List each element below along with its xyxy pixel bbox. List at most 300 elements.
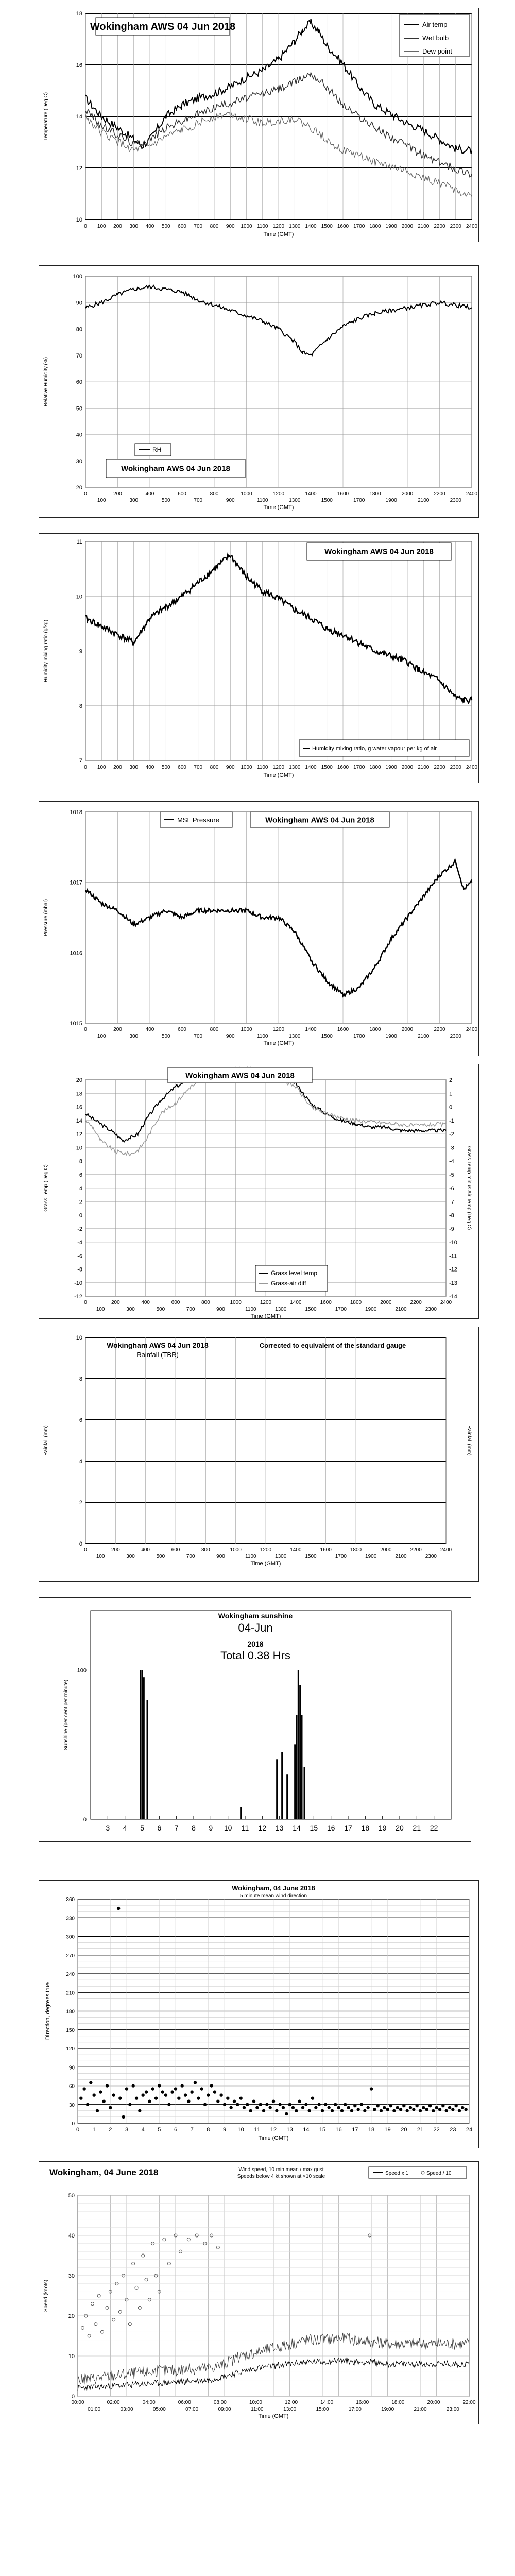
y-tick-label: 30 <box>68 2273 75 2279</box>
y-axis-label: Rainfall (mm) <box>43 1425 49 1456</box>
y-tick-label: -12 <box>74 1294 82 1300</box>
wind-direction-point <box>435 2106 438 2109</box>
wind-direction-point <box>383 2106 386 2109</box>
y-axis-label: Pressure (mbar) <box>43 899 49 937</box>
x-tick-label: 1100 <box>245 1307 256 1312</box>
wind-direction-point <box>396 2106 399 2109</box>
y-axis-label: Temperature (Deg C) <box>43 92 49 141</box>
x-tick-label: 09:00 <box>218 2406 231 2412</box>
wind-direction-point <box>288 2103 291 2106</box>
x-tick-label: 2300 <box>450 224 461 229</box>
y-tick-label: 2 <box>79 1199 82 1206</box>
x-tick-label: 1700 <box>353 498 365 503</box>
wind-direction-point <box>106 2084 109 2087</box>
x-tick-label: 2200 <box>434 491 445 497</box>
x-tick-label: 100 <box>97 498 106 503</box>
x-tick-label: 1300 <box>289 498 301 503</box>
wind-direction-point <box>454 2104 457 2107</box>
x-tick-label: 1600 <box>320 1547 332 1553</box>
x-tick-label: 1400 <box>305 224 317 229</box>
x-tick-label: 2300 <box>450 765 461 770</box>
x-tick-label: 12:00 <box>285 2400 298 2405</box>
x-tick-label: 17 <box>344 1824 352 1832</box>
wind-direction-point <box>405 2109 408 2112</box>
y-tick-label: 100 <box>73 274 82 280</box>
x-tick-label: 1400 <box>290 1300 302 1306</box>
y-tick-label: 0 <box>83 1817 87 1823</box>
x-tick-label: 1900 <box>385 498 397 503</box>
x-tick-label: 1800 <box>369 765 381 770</box>
x-tick-label: 500 <box>161 1033 170 1039</box>
y2-tick-label: -8 <box>449 1212 454 1219</box>
wind-direction-point <box>259 2103 262 2106</box>
x-tick-label: 700 <box>194 224 203 229</box>
y-tick-label: 100 <box>77 1667 87 1674</box>
x-tick-label: 2000 <box>401 1027 414 1032</box>
wind-direction-point <box>96 2109 99 2112</box>
y-tick-label: 6 <box>79 1417 82 1423</box>
panel-pressure <box>39 801 479 1056</box>
x-tick-label: 13 <box>275 1824 284 1832</box>
wind-direction-point <box>409 2106 412 2109</box>
y-tick-label: 2 <box>79 1500 82 1506</box>
wind-direction-point <box>331 2109 334 2112</box>
chart-temperature <box>39 8 478 242</box>
wind-direction-point <box>161 2090 164 2093</box>
wind-direction-point <box>344 2103 347 2106</box>
wind-direction-point <box>213 2090 216 2093</box>
wind-direction-point <box>233 2100 236 2103</box>
x-tick-label: 16 <box>327 1824 335 1832</box>
y-tick-label: 90 <box>68 2065 75 2071</box>
x-tick-label: 0 <box>84 1547 87 1553</box>
wind-direction-point <box>92 2093 95 2096</box>
wind-direction-point <box>246 2103 249 2106</box>
x-tick-label: 02:00 <box>107 2400 120 2405</box>
x-tick-label: 0 <box>84 224 87 229</box>
x-tick-label: 03:00 <box>120 2406 133 2412</box>
x-tick-label: 20 <box>396 1824 404 1832</box>
x-tick-label: 300 <box>129 1033 139 1039</box>
sunshine-spike <box>304 1767 305 1819</box>
x-tick-label: 22 <box>433 2127 440 2133</box>
chart-sunshine <box>39 1598 471 1841</box>
x-tick-label: 1900 <box>385 224 397 229</box>
y2-tick-label: -6 <box>449 1185 454 1192</box>
chart-rainfall <box>39 1327 478 1581</box>
chart-title: Wokingham AWS 04 Jun 2018 <box>324 547 434 556</box>
chart-wind-speed <box>39 2162 478 2424</box>
y2-tick-label: -2 <box>449 1131 454 1138</box>
wind-direction-point <box>99 2090 102 2093</box>
y2-tick-label: -4 <box>449 1158 454 1165</box>
wind-direction-point <box>207 2093 210 2096</box>
x-tick-label: 13 <box>286 2127 293 2133</box>
x-tick-label: 17:00 <box>348 2406 362 2412</box>
x-tick-label: 1500 <box>321 224 333 229</box>
y2-tick-label: 1 <box>449 1091 453 1097</box>
x-tick-label: 600 <box>171 1547 180 1553</box>
x-tick-label: 20 <box>401 2127 407 2133</box>
x-tick-label: 18:00 <box>391 2400 405 2405</box>
chart-relative-humidity <box>39 266 478 517</box>
panel-mixing-ratio <box>39 533 479 783</box>
x-tick-label: 100 <box>97 765 106 770</box>
x-tick-label: 100 <box>96 1554 105 1560</box>
sunshine-spike <box>142 1670 143 1819</box>
wind-direction-point <box>428 2104 432 2107</box>
x-tick-label: 2000 <box>401 765 414 770</box>
wind-direction-point <box>82 2087 85 2090</box>
x-tick-label: 400 <box>141 1547 150 1553</box>
wind-direction-point <box>324 2103 327 2106</box>
x-tick-label: 23:00 <box>446 2406 459 2412</box>
sunshine-spike <box>276 1759 278 1819</box>
x-tick-label: 2300 <box>425 1307 437 1312</box>
chart-title: Wokingham sunshine <box>218 1612 293 1620</box>
wind-direction-point <box>334 2103 337 2106</box>
x-tick-label: 200 <box>113 1027 122 1032</box>
x-tick-label: 1200 <box>260 1300 272 1306</box>
y-tick-label: 9 <box>79 648 82 655</box>
sunshine-spike <box>240 1807 242 1819</box>
chart-mixing-ratio <box>39 534 478 783</box>
x-tick-label: 1300 <box>289 765 301 770</box>
panel-temperature <box>39 8 479 242</box>
x-tick-label: 1900 <box>385 1033 397 1039</box>
x-tick-label: 700 <box>194 1033 203 1039</box>
x-tick-label: 1200 <box>260 1547 272 1553</box>
x-tick-label: 2000 <box>401 491 414 497</box>
x-tick-label: 400 <box>141 1300 150 1306</box>
wind-direction-point <box>219 2093 222 2096</box>
wind-direction-point <box>376 2104 379 2107</box>
wind-direction-point <box>370 2087 373 2090</box>
x-tick-label: 100 <box>97 1033 106 1039</box>
wind-direction-point <box>177 2096 180 2099</box>
panel-grass <box>39 1064 479 1319</box>
wind-direction-point <box>438 2108 441 2111</box>
x-tick-label: 100 <box>96 1307 105 1312</box>
sunshine-spike <box>294 1744 296 1819</box>
x-tick-label: 1000 <box>241 224 252 229</box>
wind-direction-point <box>145 2090 148 2093</box>
y-tick-label: 11 <box>76 539 82 545</box>
y2-tick-label: -3 <box>449 1145 454 1151</box>
x-tick-label: 1700 <box>353 1033 365 1039</box>
wind-direction-point <box>122 2115 125 2119</box>
wind-direction-point <box>190 2090 193 2093</box>
y-tick-label: 50 <box>68 2193 75 2199</box>
wind-direction-point <box>243 2106 246 2109</box>
y-tick-label: 0 <box>71 2394 75 2400</box>
wind-direction-point <box>444 2109 448 2112</box>
x-tick-label: 200 <box>111 1300 120 1306</box>
panel-humidity <box>39 265 479 518</box>
wind-direction-point <box>79 2096 82 2099</box>
x-tick-label: 1700 <box>335 1307 347 1312</box>
x-tick-label: 2100 <box>418 224 430 229</box>
x-tick-label: 19:00 <box>381 2406 394 2412</box>
y-tick-label: 270 <box>66 1953 75 1959</box>
x-tick-label: 14:00 <box>320 2400 334 2405</box>
y-tick-label: 30 <box>68 2102 75 2108</box>
x-tick-label: 2300 <box>450 1033 461 1039</box>
wind-direction-point <box>285 2112 288 2115</box>
legend-box <box>369 2167 467 2178</box>
x-tick-label: 01:00 <box>88 2406 101 2412</box>
sunshine-spike <box>301 1715 303 1820</box>
sunshine-spike <box>298 1670 299 1819</box>
x-tick-label: 1500 <box>321 765 333 770</box>
x-tick-label: 400 <box>145 1027 154 1032</box>
wind-direction-point <box>340 2109 344 2112</box>
y-axis-label: Humidity mixing ratio (g/kg) <box>43 619 49 683</box>
chart-title: Wokingham AWS 04 Jun 2018 <box>185 1071 295 1080</box>
x-tick-label: 1700 <box>335 1554 347 1560</box>
x-tick-label: 1300 <box>289 1033 301 1039</box>
x-tick-label: 1000 <box>230 1300 242 1306</box>
x-tick-label: 1000 <box>241 765 252 770</box>
y-axis-label: Grass Temp (Deg C) <box>43 1164 49 1212</box>
wind-direction-point <box>268 2106 271 2109</box>
x-tick-label: 1600 <box>337 1027 349 1032</box>
x-tick-label: 1100 <box>256 224 268 229</box>
x-tick-label: 1800 <box>369 491 381 497</box>
wind-direction-point <box>461 2106 464 2109</box>
x-tick-label: 0 <box>84 1300 87 1306</box>
y-tick-label: 20 <box>68 2313 75 2319</box>
x-tick-label: 900 <box>216 1554 225 1560</box>
x-tick-label: 1800 <box>350 1547 362 1553</box>
x-tick-label: 900 <box>226 498 235 503</box>
y-tick-label: 120 <box>66 2046 75 2052</box>
x-tick-label: 1100 <box>256 1033 268 1039</box>
wind-direction-point <box>239 2096 242 2099</box>
wind-direction-point <box>262 2109 265 2112</box>
x-tick-label: 9 <box>209 1824 213 1832</box>
wind-direction-point <box>197 2096 200 2099</box>
x-tick-label: 2400 <box>466 765 478 770</box>
sunshine-spike <box>143 1677 145 1819</box>
y2-tick-label: -5 <box>449 1172 454 1178</box>
y2-tick-label: -11 <box>449 1253 457 1260</box>
x-tick-label: 900 <box>226 765 235 770</box>
y-tick-label: 4 <box>79 1459 82 1465</box>
y-tick-label: 8 <box>79 703 82 709</box>
wind-direction-point <box>458 2109 461 2112</box>
chart-title: Wokingham AWS 04 Jun 2018 <box>90 21 236 33</box>
wind-direction-point <box>298 2100 301 2103</box>
x-tick-label: 500 <box>161 498 170 503</box>
y-tick-label: 240 <box>66 1972 75 1977</box>
legend-label: Humidity mixing ratio, g water vapour per kg of air <box>312 745 437 752</box>
wind-direction-point <box>350 2109 353 2112</box>
x-tick-label: 12 <box>270 2127 277 2133</box>
x-tick-label: 2 <box>109 2127 112 2133</box>
y-axis-label: Direction, degrees true <box>45 1982 51 2040</box>
wind-direction-point <box>347 2106 350 2109</box>
wind-direction-point <box>118 2096 122 2099</box>
panel-wind-direction <box>39 1880 479 2148</box>
y-tick-label: 7 <box>79 758 82 764</box>
wind-direction-point <box>317 2103 320 2106</box>
y2-tick-label: -12 <box>449 1266 457 1273</box>
x-tick-label: 08:00 <box>213 2400 227 2405</box>
x-tick-label: 800 <box>210 1027 219 1032</box>
x-tick-label: 200 <box>113 224 122 229</box>
x-tick-label: 900 <box>216 1307 225 1312</box>
x-tick-label: 15 <box>319 2127 326 2133</box>
y-tick-label: 80 <box>76 326 82 333</box>
x-tick-label: 1600 <box>337 491 349 497</box>
y-tick-label: 10 <box>76 1335 82 1341</box>
x-tick-label: 1300 <box>275 1554 287 1560</box>
wind-direction-point <box>135 2096 138 2099</box>
x-tick-label: 7 <box>190 2127 194 2133</box>
x-tick-label: 600 <box>171 1300 180 1306</box>
wind-direction-point <box>275 2109 278 2112</box>
x-tick-label: 1600 <box>337 224 349 229</box>
wind-direction-point <box>216 2100 219 2103</box>
x-tick-label: 15:00 <box>316 2406 329 2412</box>
x-axis-label: Time (GMT) <box>258 2135 289 2141</box>
x-tick-label: 500 <box>156 1307 165 1312</box>
x-tick-label: 10:00 <box>249 2400 262 2405</box>
x-tick-label: 1800 <box>369 224 381 229</box>
x-axis-label: Time (GMT) <box>250 1313 281 1318</box>
legend-label: Dew point <box>422 47 452 55</box>
y-tick-label: 50 <box>76 405 82 412</box>
x-tick-label: 800 <box>201 1300 210 1306</box>
x-tick-label: 3 <box>106 1824 110 1832</box>
x-tick-label: 20:00 <box>427 2400 440 2405</box>
x-tick-label: 700 <box>194 765 203 770</box>
x-tick-label: 1500 <box>321 1033 333 1039</box>
wind-direction-point <box>353 2104 356 2107</box>
chart-total: Total 0.38 Hrs <box>220 1649 290 1662</box>
wind-direction-point <box>412 2108 415 2111</box>
y-tick-label: 1016 <box>70 950 82 957</box>
wind-direction-point <box>154 2096 158 2099</box>
x-tick-label: 05:00 <box>152 2406 166 2412</box>
y-tick-label: 16 <box>76 62 82 69</box>
wind-direction-point <box>203 2103 207 2106</box>
wind-direction-point <box>180 2084 183 2087</box>
y-tick-label: 10 <box>76 594 82 600</box>
y-tick-label: 20 <box>76 1077 82 1083</box>
y-tick-label: 0 <box>79 1541 82 1547</box>
y2-tick-label: 2 <box>449 1077 453 1083</box>
wind-direction-point <box>415 2104 418 2107</box>
x-tick-label: 1100 <box>256 498 268 503</box>
x-tick-label: 500 <box>161 224 170 229</box>
x-tick-label: 2400 <box>440 1547 452 1553</box>
y-tick-label: 70 <box>76 352 82 359</box>
y-tick-label: 300 <box>66 1934 75 1940</box>
x-tick-label: 1900 <box>385 765 397 770</box>
chart-pressure <box>39 802 478 1056</box>
x-tick-label: 300 <box>126 1307 135 1312</box>
x-tick-label: 1300 <box>289 224 301 229</box>
y-tick-label: 12 <box>76 165 82 172</box>
wind-direction-point <box>158 2084 161 2087</box>
chart-title: Wokingham, 04 June 2018 <box>49 2167 159 2177</box>
y-tick-label: 16 <box>76 1104 82 1111</box>
x-tick-label: 1500 <box>305 1307 317 1312</box>
wind-direction-point <box>282 2106 285 2109</box>
x-tick-label: 2200 <box>410 1547 422 1553</box>
x-tick-label: 1500 <box>305 1554 317 1560</box>
x-tick-label: 07:00 <box>185 2406 199 2412</box>
x-tick-label: 1900 <box>365 1554 377 1560</box>
y-tick-label: 18 <box>76 11 82 17</box>
sunshine-spike <box>281 1752 283 1819</box>
x-tick-label: 1600 <box>337 765 349 770</box>
x-tick-label: 2100 <box>418 498 430 503</box>
wind-direction-point <box>138 2109 141 2112</box>
x-tick-label: 6 <box>157 1824 162 1832</box>
y-tick-label: 1015 <box>70 1021 82 1027</box>
x-tick-label: 5 <box>158 2127 161 2133</box>
x-tick-label: 19 <box>384 2127 391 2133</box>
y2-axis-label: Rainfall (mm) <box>466 1425 472 1456</box>
x-tick-label: 800 <box>210 765 219 770</box>
x-tick-label: 2200 <box>434 224 445 229</box>
x-tick-label: 500 <box>161 765 170 770</box>
sunshine-spike <box>286 1774 288 1819</box>
y-tick-label: 90 <box>76 300 82 307</box>
wind-direction-point <box>327 2106 330 2109</box>
x-tick-label: 1200 <box>272 224 285 229</box>
chart-title: Wokingham AWS 04 Jun 2018 <box>107 1341 209 1349</box>
x-tick-label: 0 <box>84 765 87 770</box>
x-tick-label: 1000 <box>241 1027 252 1032</box>
chart-year: 2018 <box>247 1640 264 1648</box>
x-tick-label: 2100 <box>395 1554 407 1560</box>
x-tick-label: 4 <box>123 1824 127 1832</box>
wind-direction-point <box>223 2103 226 2106</box>
wind-direction-point <box>226 2096 229 2099</box>
x-tick-label: 6 <box>174 2127 178 2133</box>
x-tick-label: 14 <box>293 1824 301 1832</box>
x-tick-label: 700 <box>194 498 203 503</box>
y-tick-label: 1017 <box>70 879 82 886</box>
wind-direction-point <box>399 2108 402 2111</box>
x-tick-label: 11 <box>254 2127 261 2133</box>
x-tick-label: 19 <box>378 1824 387 1832</box>
x-tick-label: 11:00 <box>251 2406 264 2412</box>
x-tick-label: 200 <box>113 765 122 770</box>
wind-direction-point <box>366 2106 369 2109</box>
x-tick-label: 15 <box>310 1824 318 1832</box>
x-tick-label: 1700 <box>353 765 365 770</box>
x-axis-label: Time (GMT) <box>250 1561 281 1567</box>
x-axis-label: Time (GMT) <box>258 2413 289 2419</box>
wind-direction-point <box>360 2103 363 2106</box>
x-axis-label: Time (GMT) <box>263 1040 294 1046</box>
x-tick-label: 2300 <box>425 1554 437 1560</box>
x-tick-label: 11 <box>241 1824 249 1832</box>
x-tick-label: 04:00 <box>142 2400 156 2405</box>
wind-direction-point <box>301 2106 304 2109</box>
x-tick-label: 2200 <box>410 1300 422 1306</box>
y-axis-label: Relative Humidity (%) <box>43 357 49 407</box>
x-tick-label: 900 <box>226 224 235 229</box>
x-tick-label: 2200 <box>434 765 445 770</box>
wind-direction-point <box>307 2109 311 2112</box>
y-tick-label: 6 <box>79 1172 82 1178</box>
